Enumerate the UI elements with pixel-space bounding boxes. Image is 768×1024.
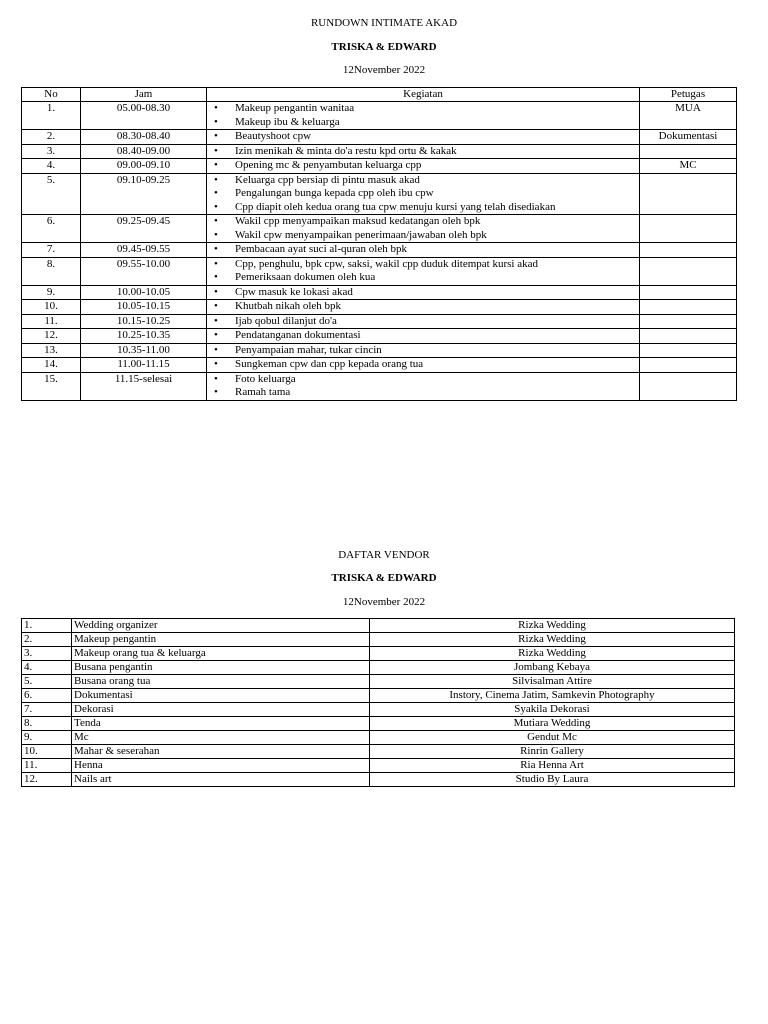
vendor-no: 4. — [22, 661, 72, 675]
vendor-date: 12November 2022 — [342, 596, 426, 608]
row-petugas — [640, 257, 737, 285]
kegiatan-list — [209, 344, 637, 358]
vendor-name: Silvisalman Attire — [370, 675, 735, 689]
list-item: • Khutbah nikah oleh bpk — [209, 300, 637, 314]
table-row — [22, 130, 737, 145]
row-jam: 11.00-11.15 — [81, 358, 207, 373]
row-kegiatan — [207, 102, 640, 130]
table-row — [22, 102, 737, 130]
vendor-name: Rizka Wedding — [370, 633, 735, 647]
row-petugas — [640, 343, 737, 358]
list-item: • Makeup pengantin wanitaa — [209, 102, 637, 116]
row-petugas — [640, 300, 737, 315]
row-jam: 11.15-selesai — [81, 372, 207, 400]
kegiatan-list — [209, 145, 637, 159]
table-row — [22, 159, 737, 174]
row-kegiatan — [207, 329, 640, 344]
kegiatan-list — [209, 315, 637, 329]
vendor-name: Ria Henna Art — [370, 759, 735, 773]
list-item: • Pembacaan ayat suci al-quran oleh bpk — [209, 243, 637, 257]
kegiatan-list — [209, 102, 637, 129]
list-item: • Cpp, penghulu, bpk cpw, saksi, wakil cpp duduk ditempat kursi akad — [209, 258, 637, 272]
row-no: 3. — [22, 144, 81, 159]
row-no: 15. — [22, 372, 81, 400]
kegiatan-list — [209, 300, 637, 314]
kegiatan-list — [209, 329, 637, 343]
rundown-body — [22, 102, 737, 401]
table-row — [22, 300, 737, 315]
list-item: • Beautyshoot cpw — [209, 130, 637, 144]
row-jam: 10.15-10.25 — [81, 314, 207, 329]
vendor-no: 9. — [22, 731, 72, 745]
vendor-item: Busana pengantin — [72, 661, 370, 675]
row-kegiatan — [207, 300, 640, 315]
vendor-name: Gendut Mc — [370, 731, 735, 745]
table-row — [22, 703, 735, 717]
vendor-name: Mutiara Wedding — [370, 717, 735, 731]
table-row — [22, 717, 735, 731]
rundown-header-row — [22, 88, 737, 102]
row-jam: 08.30-08.40 — [81, 130, 207, 145]
row-kegiatan — [207, 372, 640, 400]
kegiatan-list — [209, 243, 637, 257]
table-row — [22, 731, 735, 745]
vendor-table — [21, 618, 735, 787]
row-petugas — [640, 372, 737, 400]
table-row — [22, 358, 737, 373]
table-row — [22, 633, 735, 647]
list-item: • Penyampaian mahar, tukar cincin — [209, 344, 637, 358]
row-petugas: Dokumentasi — [640, 130, 737, 145]
row-no: 8. — [22, 257, 81, 285]
row-kegiatan — [207, 358, 640, 373]
vendor-no: 5. — [22, 675, 72, 689]
vendor-no: 6. — [22, 689, 72, 703]
vendor-no: 3. — [22, 647, 72, 661]
row-kegiatan — [207, 314, 640, 329]
vendor-item: Mc — [72, 731, 370, 745]
row-jam: 09.00-09.10 — [81, 159, 207, 174]
row-petugas — [640, 144, 737, 159]
vendor-item: Mahar & seserahan — [72, 745, 370, 759]
vendor-name: Rinrin Gallery — [370, 745, 735, 759]
list-item: • Cpw masuk ke lokasi akad — [209, 286, 637, 300]
vendor-no: 2. — [22, 633, 72, 647]
table-row — [22, 314, 737, 329]
vendor-item: Dokumentasi — [72, 689, 370, 703]
header-no: No — [22, 88, 81, 102]
row-no: 2. — [22, 130, 81, 145]
vendor-item: Makeup orang tua & keluarga — [72, 647, 370, 661]
row-jam: 09.10-09.25 — [81, 173, 207, 215]
list-item: • Sungkeman cpw dan cpp kepada orang tua — [209, 358, 637, 372]
vendor-item: Tenda — [72, 717, 370, 731]
row-kegiatan — [207, 215, 640, 243]
row-no: 1. — [22, 102, 81, 130]
row-kegiatan — [207, 130, 640, 145]
row-petugas — [640, 285, 737, 300]
table-row — [22, 689, 735, 703]
row-petugas — [640, 215, 737, 243]
row-no: 12. — [22, 329, 81, 344]
rundown-couple: TRISKA & EDWARD — [331, 41, 437, 53]
vendor-couple: TRISKA & EDWARD — [331, 572, 437, 584]
vendor-item: Henna — [72, 759, 370, 773]
vendor-item: Nails art — [72, 773, 370, 787]
list-item: • Cpp diapit oleh kedua orang tua cpw menuju kursi yang telah disediakan — [209, 201, 637, 215]
vendor-no: 12. — [22, 773, 72, 787]
row-jam: 10.00-10.05 — [81, 285, 207, 300]
kegiatan-list — [209, 358, 637, 372]
row-petugas — [640, 314, 737, 329]
table-row — [22, 257, 737, 285]
row-no: 5. — [22, 173, 81, 215]
row-no: 9. — [22, 285, 81, 300]
kegiatan-list — [209, 373, 637, 400]
rundown-table — [21, 87, 737, 401]
list-item: • Opening mc & penyambutan keluarga cpp — [209, 159, 637, 173]
row-no: 10. — [22, 300, 81, 315]
row-jam: 10.35-11.00 — [81, 343, 207, 358]
row-jam: 08.40-09.00 — [81, 144, 207, 159]
row-petugas — [640, 358, 737, 373]
list-item: • Foto keluarga — [209, 373, 637, 387]
row-jam: 05.00-08.30 — [81, 102, 207, 130]
list-item: • Makeup ibu & keluarga — [209, 116, 637, 130]
vendor-body — [22, 619, 735, 787]
header-jam: Jam — [81, 88, 207, 102]
vendor-no: 1. — [22, 619, 72, 633]
table-row — [22, 372, 737, 400]
table-row — [22, 173, 737, 215]
vendor-no: 11. — [22, 759, 72, 773]
table-row — [22, 215, 737, 243]
row-petugas: MC — [640, 159, 737, 174]
table-row — [22, 745, 735, 759]
row-jam: 10.05-10.15 — [81, 300, 207, 315]
row-kegiatan — [207, 144, 640, 159]
table-row — [22, 661, 735, 675]
row-kegiatan — [207, 243, 640, 258]
vendor-name: Jombang Kebaya — [370, 661, 735, 675]
row-no: 11. — [22, 314, 81, 329]
table-row — [22, 619, 735, 633]
kegiatan-list — [209, 174, 637, 215]
row-kegiatan — [207, 257, 640, 285]
vendor-title: DAFTAR VENDOR — [338, 549, 430, 561]
row-jam: 09.55-10.00 — [81, 257, 207, 285]
list-item: • Pengalungan bunga kepada cpp oleh ibu cpw — [209, 187, 637, 201]
rundown-title: RUNDOWN INTIMATE AKAD — [310, 17, 458, 29]
row-jam: 09.25-09.45 — [81, 215, 207, 243]
list-item: • Ramah tama — [209, 386, 637, 400]
list-item: • Izin menikah & minta do'a restu kpd ortu & kakak — [209, 145, 637, 159]
list-item: • Keluarga cpp bersiap di pintu masuk akad — [209, 174, 637, 188]
vendor-item: Wedding organizer — [72, 619, 370, 633]
table-row — [22, 243, 737, 258]
table-row — [22, 285, 737, 300]
list-item: • Wakil cpp menyampaikan maksud kedatangan oleh bpk — [209, 215, 637, 229]
vendor-no: 8. — [22, 717, 72, 731]
row-petugas: MUA — [640, 102, 737, 130]
row-petugas — [640, 243, 737, 258]
list-item: • Pendatanganan dokumentasi — [209, 329, 637, 343]
vendor-name: Syakila Dekorasi — [370, 703, 735, 717]
vendor-no: 10. — [22, 745, 72, 759]
row-kegiatan — [207, 173, 640, 215]
row-jam: 10.25-10.35 — [81, 329, 207, 344]
vendor-name: Studio By Laura — [370, 773, 735, 787]
table-row — [22, 343, 737, 358]
vendor-name: Rizka Wedding — [370, 647, 735, 661]
table-row — [22, 759, 735, 773]
row-kegiatan — [207, 285, 640, 300]
table-row — [22, 144, 737, 159]
vendor-item: Dekorasi — [72, 703, 370, 717]
kegiatan-list — [209, 130, 637, 144]
header-petugas: Petugas — [640, 88, 737, 102]
vendor-name: Rizka Wedding — [370, 619, 735, 633]
list-item: • Wakil cpw menyampaikan penerimaan/jawaban oleh bpk — [209, 229, 637, 243]
kegiatan-list — [209, 286, 637, 300]
list-item: • Pemeriksaan dokumen oleh kua — [209, 271, 637, 285]
row-no: 14. — [22, 358, 81, 373]
kegiatan-list — [209, 215, 637, 242]
header-kegiatan: Kegiatan — [207, 88, 640, 102]
table-row — [22, 773, 735, 787]
list-item: • Ijab qobul dilanjut do'a — [209, 315, 637, 329]
row-no: 7. — [22, 243, 81, 258]
kegiatan-list — [209, 159, 637, 173]
row-petugas — [640, 173, 737, 215]
row-no: 6. — [22, 215, 81, 243]
kegiatan-list — [209, 258, 637, 285]
vendor-no: 7. — [22, 703, 72, 717]
table-row — [22, 675, 735, 689]
vendor-name: Instory, Cinema Jatim, Samkevin Photography — [370, 689, 735, 703]
row-no: 13. — [22, 343, 81, 358]
row-kegiatan — [207, 159, 640, 174]
vendor-item: Busana orang tua — [72, 675, 370, 689]
rundown-date: 12November 2022 — [342, 64, 426, 76]
row-jam: 09.45-09.55 — [81, 243, 207, 258]
row-petugas — [640, 329, 737, 344]
table-row — [22, 647, 735, 661]
vendor-item: Makeup pengantin — [72, 633, 370, 647]
row-no: 4. — [22, 159, 81, 174]
row-kegiatan — [207, 343, 640, 358]
table-row — [22, 329, 737, 344]
